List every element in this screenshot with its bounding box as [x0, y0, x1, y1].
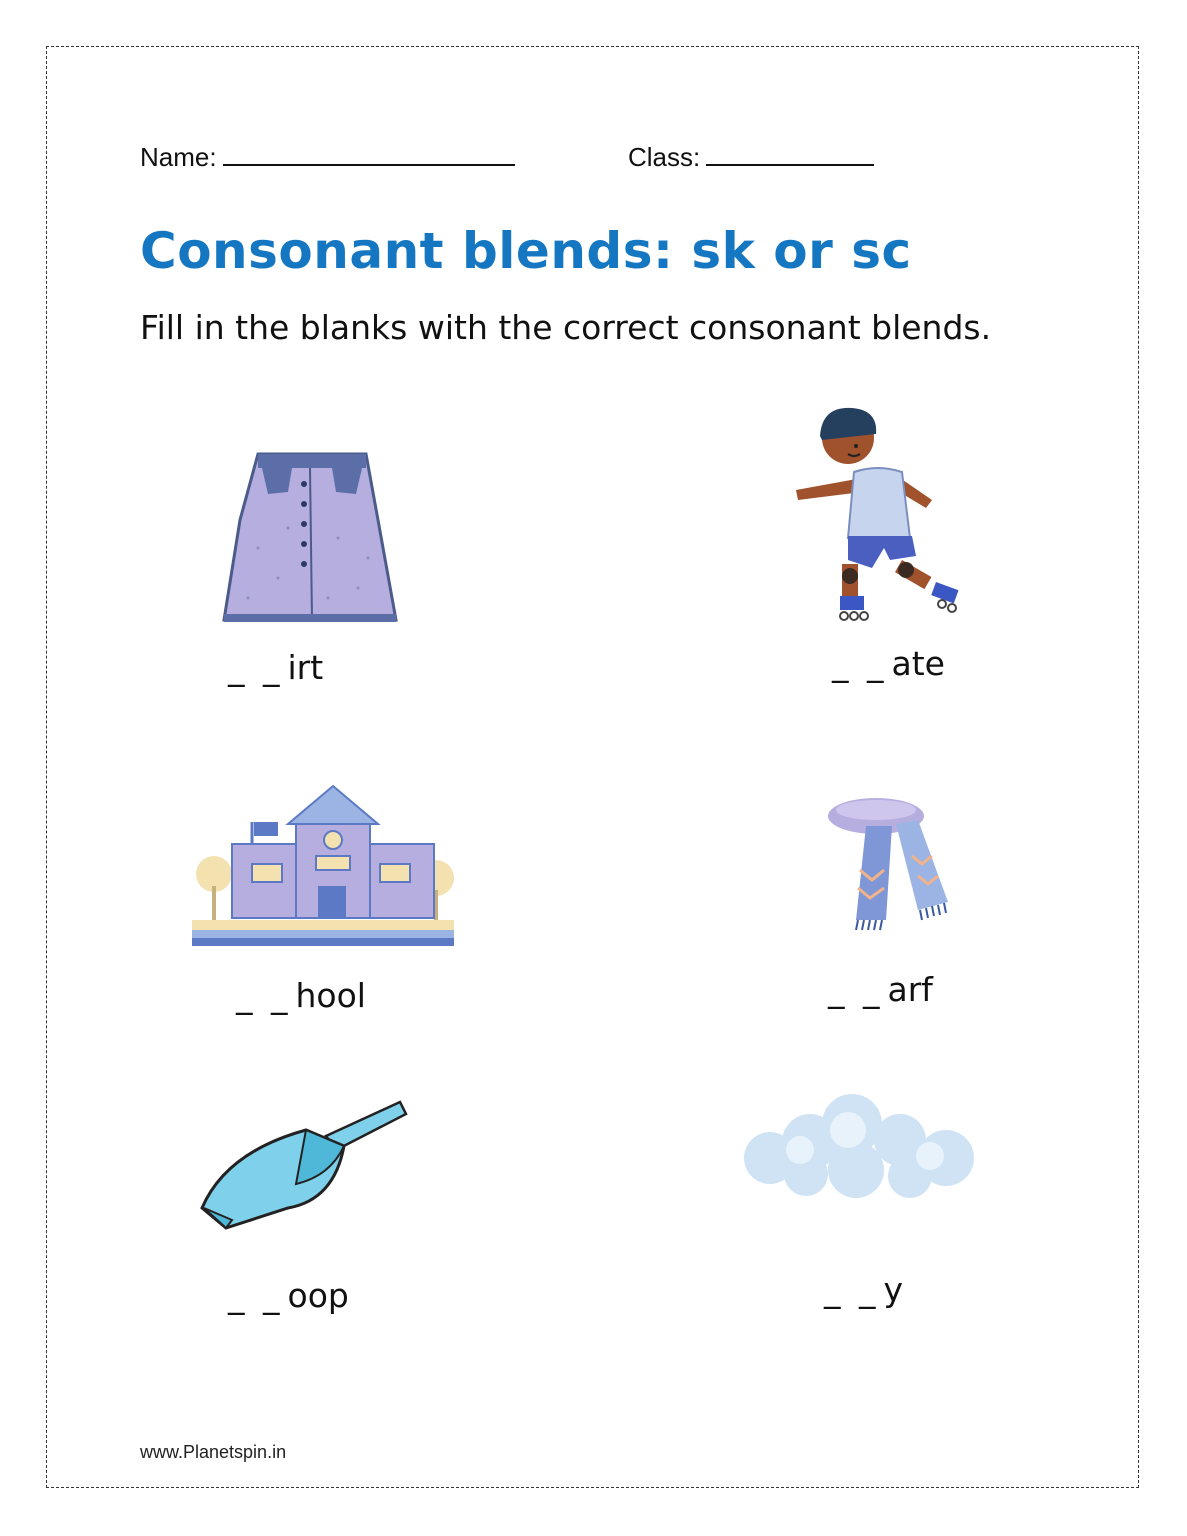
class-label: Class: — [628, 142, 701, 172]
school-icon — [192, 782, 454, 948]
word-item-1 — [228, 648, 323, 687]
instruction-text: Fill in the blanks with the correct consonant blends. — [140, 308, 992, 347]
word-ending-2: ate — [891, 644, 945, 683]
skirt-icon — [218, 448, 400, 630]
blank-item-2[interactable]: _ _ — [832, 644, 888, 683]
word-item-5 — [228, 1276, 349, 1315]
name-label: Name: — [140, 142, 217, 172]
word-ending-3: hool — [295, 976, 366, 1015]
word-item-4 — [828, 970, 933, 1009]
class-field — [628, 140, 874, 173]
word-ending-6: y — [883, 1270, 904, 1309]
footer-website: www.Planetspin.in — [140, 1442, 287, 1462]
blank-item-1[interactable]: _ _ — [228, 648, 284, 687]
word-item-6 — [824, 1270, 903, 1309]
skater-icon — [792, 400, 968, 628]
name-input-line[interactable] — [223, 140, 515, 166]
word-ending-4: arf — [887, 970, 933, 1009]
word-item-2 — [832, 644, 945, 683]
class-input-line[interactable] — [706, 140, 874, 166]
word-item-3 — [236, 976, 366, 1015]
blank-item-4[interactable]: _ _ — [828, 970, 884, 1009]
scoop-icon — [196, 1100, 408, 1232]
scarf-icon — [826, 786, 952, 934]
worksheet-title: Consonant blends: sk or sc — [140, 222, 912, 280]
cloud-icon — [740, 1090, 978, 1200]
blank-item-5[interactable]: _ _ — [228, 1276, 284, 1315]
word-ending-1: irt — [287, 648, 324, 687]
word-ending-5: oop — [287, 1276, 349, 1315]
name-field — [140, 140, 515, 173]
blank-item-3[interactable]: _ _ — [236, 976, 292, 1015]
blank-item-6[interactable]: _ _ — [824, 1270, 880, 1309]
